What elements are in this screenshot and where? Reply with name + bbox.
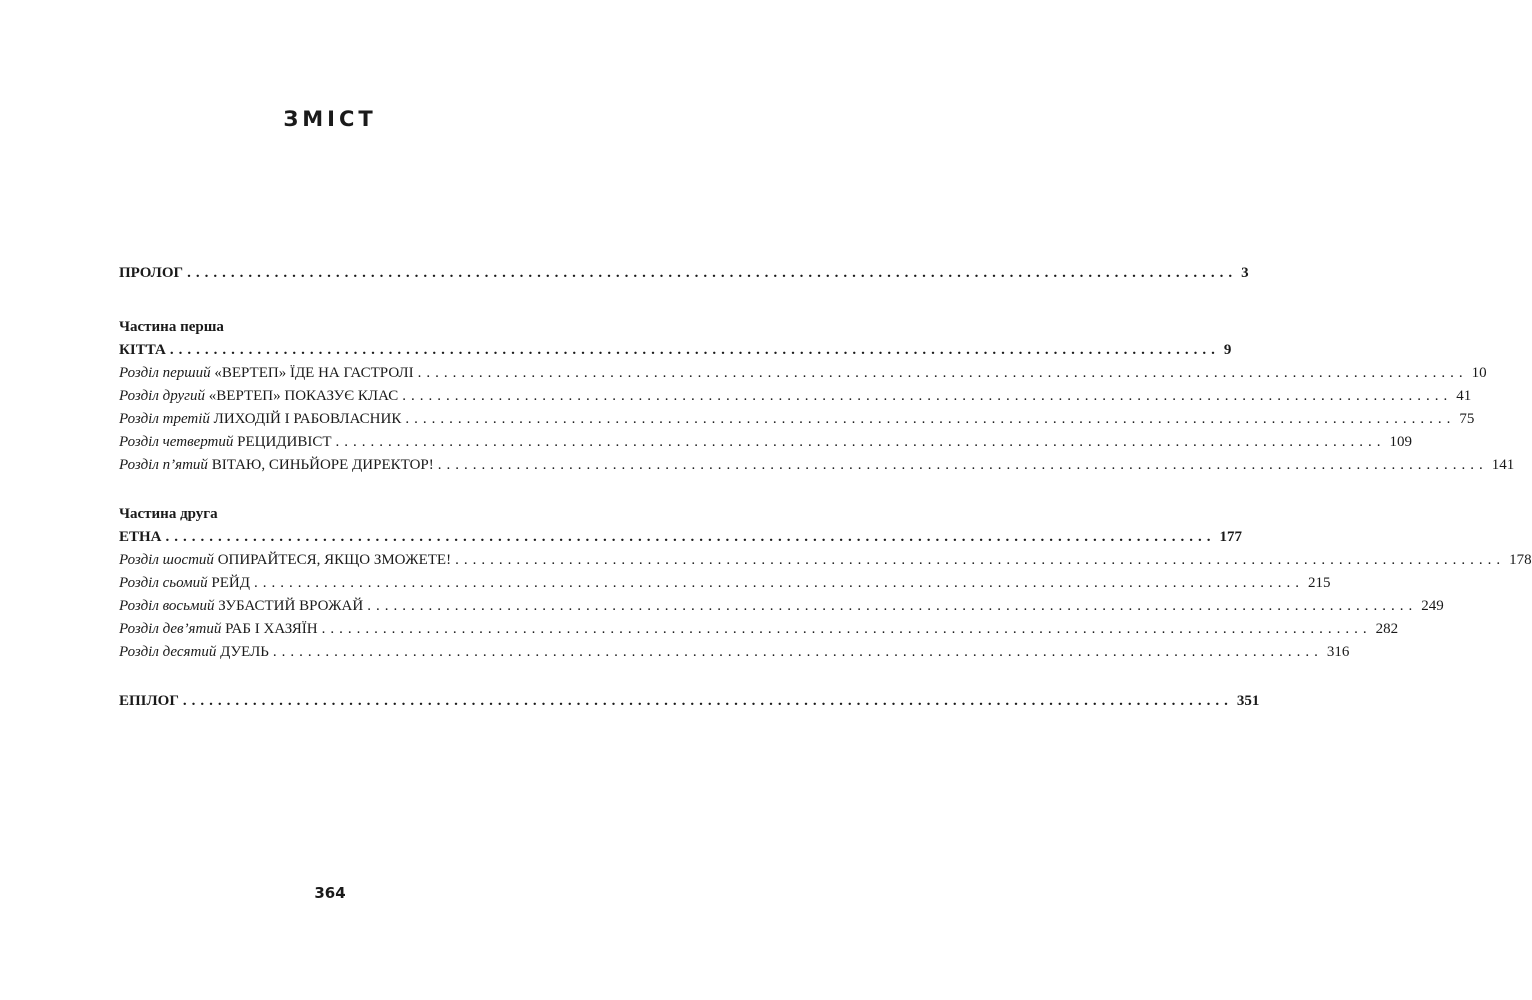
toc-entry-prolog[interactable] bbox=[119, 262, 1249, 285]
toc-entry-chapter[interactable] bbox=[119, 362, 1487, 385]
toc-entry-label bbox=[119, 572, 250, 595]
part-heading: Частина друга bbox=[119, 506, 218, 522]
leader-dots: ........................................................................................................................ bbox=[405, 411, 1456, 427]
leader-dots: ........................................................................................................................ bbox=[402, 388, 1453, 404]
toc-entry-label: КІТТА bbox=[119, 342, 166, 358]
toc-entry-chapter[interactable] bbox=[119, 454, 1515, 477]
toc-page-number: 249 bbox=[1421, 598, 1444, 614]
chapter-prefix: Розділ третій bbox=[119, 411, 210, 427]
toc-entry-label bbox=[119, 641, 269, 664]
toc-entry-label: ЕТНА bbox=[119, 529, 162, 545]
toc-page-number: 178 bbox=[1509, 552, 1532, 568]
leader-dots: ........................................................................................................................ bbox=[169, 342, 1220, 358]
chapter-title: ЗУБАСТИЙ ВРОЖАЙ bbox=[218, 598, 364, 614]
toc-entry-label bbox=[119, 549, 451, 572]
toc-entry-chapter[interactable] bbox=[119, 618, 1399, 641]
chapter-prefix: Розділ другий bbox=[119, 388, 206, 404]
leader-dots: ........................................................................................................................ bbox=[182, 693, 1233, 709]
toc-entry-label bbox=[119, 454, 434, 477]
chapter-prefix: Розділ шостий bbox=[119, 552, 214, 568]
chapter-title: ВІТАЮ, СИНЬЙОРЕ ДИРЕКТОР! bbox=[211, 457, 434, 473]
leader-dots: ........................................................................................................................ bbox=[253, 575, 1304, 591]
leader-dots: ........................................................................................................................ bbox=[417, 365, 1468, 381]
chapter-prefix: Розділ перший bbox=[119, 365, 211, 381]
leader-dots: ........................................................................................................................ bbox=[437, 457, 1488, 473]
toc-entry-label bbox=[119, 408, 401, 431]
toc-entry-label: ПРОЛОГ bbox=[119, 265, 184, 281]
toc-entry-label bbox=[119, 362, 414, 385]
chapter-title: РЕЦИДИВІСТ bbox=[237, 434, 332, 450]
part-heading: Частина перша bbox=[119, 319, 224, 335]
toc-entry-chapter[interactable] bbox=[119, 431, 1413, 454]
chapter-title: РАБ І ХАЗЯЇН bbox=[225, 621, 318, 637]
leader-dots: ........................................................................................................................ bbox=[165, 529, 1216, 545]
toc-entry-epilog[interactable] bbox=[119, 690, 1260, 713]
leader-dots: ........................................................................................................................ bbox=[367, 598, 1418, 614]
toc-page-number: 316 bbox=[1326, 644, 1350, 660]
toc-page-number: 177 bbox=[1219, 529, 1243, 545]
chapter-title: РЕЙД bbox=[211, 575, 250, 591]
toc-page-number: 351 bbox=[1236, 693, 1260, 709]
chapter-title: «ВЕРТЕП» ЇДЕ НА ГАСТРОЛІ bbox=[214, 365, 414, 381]
leader-dots: ........................................................................................................................ bbox=[321, 621, 1372, 637]
toc-page-number: 75 bbox=[1459, 411, 1475, 427]
chapter-prefix: Розділ четвертий bbox=[119, 434, 234, 450]
leader-dots: ........................................................................................................................ bbox=[335, 434, 1386, 450]
chapter-prefix: Розділ дев’ятий bbox=[119, 621, 222, 637]
toc-entry-label bbox=[119, 431, 332, 454]
table-of-contents bbox=[119, 262, 1532, 713]
toc-page-number: 282 bbox=[1375, 621, 1399, 637]
toc-entry-label bbox=[119, 385, 398, 408]
page-title: ЗМІСТ bbox=[283, 107, 377, 131]
toc-page-number: 109 bbox=[1389, 434, 1413, 450]
toc-page-number: 10 bbox=[1471, 365, 1487, 381]
toc-entry-chapter[interactable] bbox=[119, 572, 1331, 595]
toc-entry-label: ЕПІЛОГ bbox=[119, 693, 179, 709]
toc-entry-chapter[interactable] bbox=[119, 385, 1472, 408]
toc-page-number: 41 bbox=[1456, 388, 1472, 404]
chapter-title: «ВЕРТЕП» ПОКАЗУЄ КЛАС bbox=[208, 388, 399, 404]
page-number: 364 bbox=[314, 884, 346, 902]
leader-dots: ........................................................................................................................ bbox=[455, 552, 1506, 568]
toc-entry-chapter[interactable] bbox=[119, 595, 1444, 618]
toc-entry-chapter[interactable] bbox=[119, 408, 1475, 431]
toc-entry-label bbox=[119, 595, 363, 618]
toc-entry-label bbox=[119, 618, 318, 641]
leader-dots: ........................................................................................................................ bbox=[272, 644, 1323, 660]
chapter-title: ДУЕЛЬ bbox=[220, 644, 269, 660]
toc-page-number: 3 bbox=[1241, 265, 1249, 281]
toc-entry-chapter[interactable] bbox=[119, 549, 1532, 572]
chapter-list bbox=[119, 549, 1532, 664]
chapter-prefix: Розділ п’ятий bbox=[119, 457, 208, 473]
chapter-title: ЛИХОДІЙ І РАБОВЛАСНИК bbox=[213, 411, 402, 427]
toc-entry-part-title[interactable] bbox=[119, 526, 1243, 549]
chapter-prefix: Розділ сьомий bbox=[119, 575, 208, 591]
leader-dots: ........................................................................................................................ bbox=[187, 265, 1238, 281]
toc-entry-chapter[interactable] bbox=[119, 641, 1350, 664]
chapter-title: ОПИРАЙТЕСЯ, ЯКЩО ЗМОЖЕТЕ! bbox=[217, 552, 452, 568]
toc-page-number: 215 bbox=[1307, 575, 1331, 591]
chapter-prefix: Розділ десятий bbox=[119, 644, 217, 660]
toc-entry-part-title[interactable] bbox=[119, 339, 1232, 362]
toc-page-number: 141 bbox=[1491, 457, 1515, 473]
toc-page-number: 9 bbox=[1223, 342, 1232, 358]
chapter-prefix: Розділ восьмий bbox=[119, 598, 215, 614]
chapter-list bbox=[119, 362, 1515, 477]
